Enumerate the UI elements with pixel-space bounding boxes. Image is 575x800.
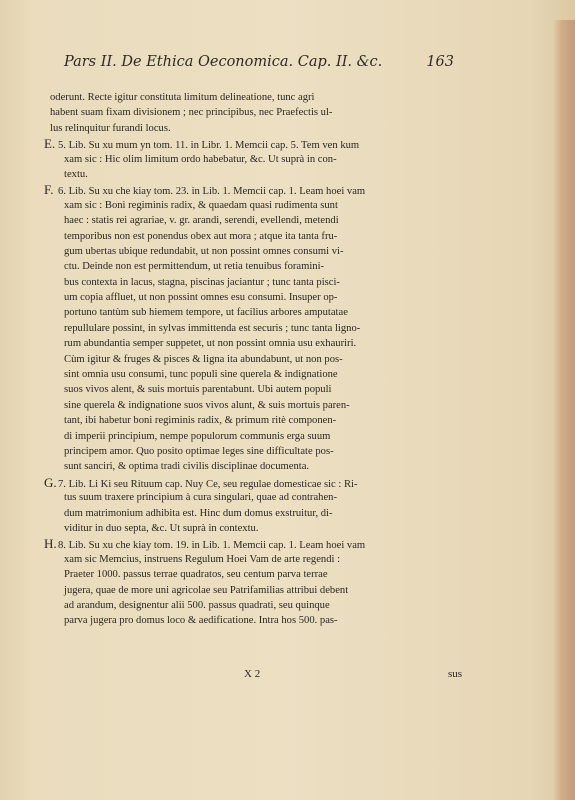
text-line: portuno tantùm sub hiemem tempore, ut facilius arbores amputatae bbox=[64, 307, 348, 319]
note-label: E. bbox=[44, 136, 56, 152]
text-line: parva jugera pro domus loco & aedificatione. Intra hos 500. pas- bbox=[64, 615, 338, 627]
text-line: sunt sanciri, & optima tradi civilis disciplinae documenta. bbox=[64, 461, 310, 473]
note-label: H. bbox=[44, 536, 57, 552]
text-line: ctu. Deinde non est permittendum, ut retia tenuibus foramini- bbox=[64, 261, 325, 273]
page-footer bbox=[44, 668, 462, 686]
text-line: tant, ibi habetur boni regiminis radix, & primum ritè componen- bbox=[64, 415, 337, 427]
running-header bbox=[64, 54, 454, 76]
text-block bbox=[44, 90, 462, 629]
text-line: repullulare possint, in sylvas immittenda est securis ; tunc tanta ligno- bbox=[64, 322, 361, 334]
text-line: principem amor. Quo posito optimae leges sine difficultate pos- bbox=[64, 445, 334, 457]
text-line bbox=[44, 182, 462, 197]
line-text: 8. Lib. Su xu che kiay tom. 19. in Lib. 1. Memcii cap. 1. Leam hoei vam bbox=[58, 540, 366, 552]
text-line: dum matrimonium adhibita est. Hinc dum domus exstruitur, di- bbox=[64, 507, 333, 519]
text-line: haec : statis rei agrariae, v. gr. arandi, serendi, evellendi, metendi bbox=[64, 215, 339, 227]
text-line: Cùm igitur & fruges & pisces & ligna ita abundabunt, ut non pos- bbox=[64, 353, 343, 365]
text-line: xam sic : Boni regiminis radix, & quaedam quasi rudimenta sunt bbox=[64, 199, 338, 211]
text-line: tus suum traxere principium à cura singulari, quae ad contrahen- bbox=[64, 492, 337, 504]
text-line: viditur in duo septa, &c. Ut suprà in contextu. bbox=[64, 522, 259, 534]
text-line: xam sic : Hic olim limitum ordo habebatur, &c. Ut suprà in con- bbox=[64, 153, 337, 165]
note-paragraph bbox=[44, 536, 462, 628]
text-line: rum abundantia semper suppetet, ut non possint omnia usu exhauriri. bbox=[64, 338, 357, 350]
text-line: gum ubertas ubique redundabit, ut non possint omnes consumi vi- bbox=[64, 245, 344, 257]
text-line: habent suam fixam divisionem ; nec principibus, nec Praefectis ul- bbox=[50, 107, 333, 119]
note-label: F. bbox=[44, 182, 54, 198]
text-line bbox=[44, 536, 462, 551]
text-line: sine querela & indignatione suos vivos alunt, & suis mortuis paren- bbox=[64, 399, 350, 411]
line-text: 7. Lib. Li Ki seu Rituum cap. Nuy Ce, seu regulae domesticae sic : Ri- bbox=[58, 478, 358, 490]
note-label: G. bbox=[44, 474, 57, 490]
text-line: sint omnia usu consumi, tunc populi sine querela & indignatione bbox=[64, 369, 338, 381]
text-line: ad arandum, designentur alii 500. passus quadrati, seu quinque bbox=[64, 599, 330, 611]
text-line: bus contexta in lacus, stagna, piscinas jaciantur ; tunc tanta pisci- bbox=[64, 276, 340, 288]
text-line: suos vivos alent, & suis mortuis parentabunt. Ubi autem populi bbox=[64, 384, 332, 396]
header-title: Pars II. De Ethica Oeconomica. Cap. II. &c. bbox=[64, 54, 383, 70]
text-line: jugera, quae de more uni agricolae seu Patrifamilias attribui debent bbox=[64, 584, 349, 596]
note-paragraph bbox=[44, 182, 462, 474]
text-line: um copia affluet, ut non possint omnes esu consumi. Insuper op- bbox=[64, 292, 338, 304]
signature-mark: X 2 bbox=[244, 668, 261, 680]
text-line: textu. bbox=[64, 168, 88, 180]
text-line: oderunt. Recte igitur constituta limitum delineatione, tunc agri bbox=[50, 92, 315, 103]
text-line: temporibus non est ponendus obex aut mora ; atque ita tanta fru- bbox=[64, 230, 338, 242]
text-line: Praeter 1000. passus terrae quadratos, seu centum parva terrae bbox=[64, 569, 328, 581]
text-line bbox=[44, 136, 462, 151]
page-number: 163 bbox=[426, 54, 454, 70]
text-paragraph bbox=[44, 90, 462, 136]
catchword: sus bbox=[447, 668, 462, 680]
text-line bbox=[44, 475, 462, 490]
text-line: xam sic Memcius, instruens Regulum Hoei Vam de arte regendi : bbox=[64, 553, 341, 565]
note-paragraph bbox=[44, 136, 462, 182]
line-text: 6. Lib. Su xu che kiay tom. 23. in Lib. 1. Memcii cap. 1. Leam hoei vam bbox=[58, 186, 366, 198]
text-line: di imperii principium, nempe populorum communis erga suum bbox=[64, 430, 331, 442]
line-text: 5. Lib. Su xu mum yn tom. 11. in Libr. 1. Memcii cap. 5. Tem ven kum bbox=[58, 140, 360, 152]
note-paragraph bbox=[44, 475, 462, 537]
text-line: lus relinquitur furandi locus. bbox=[50, 122, 171, 134]
